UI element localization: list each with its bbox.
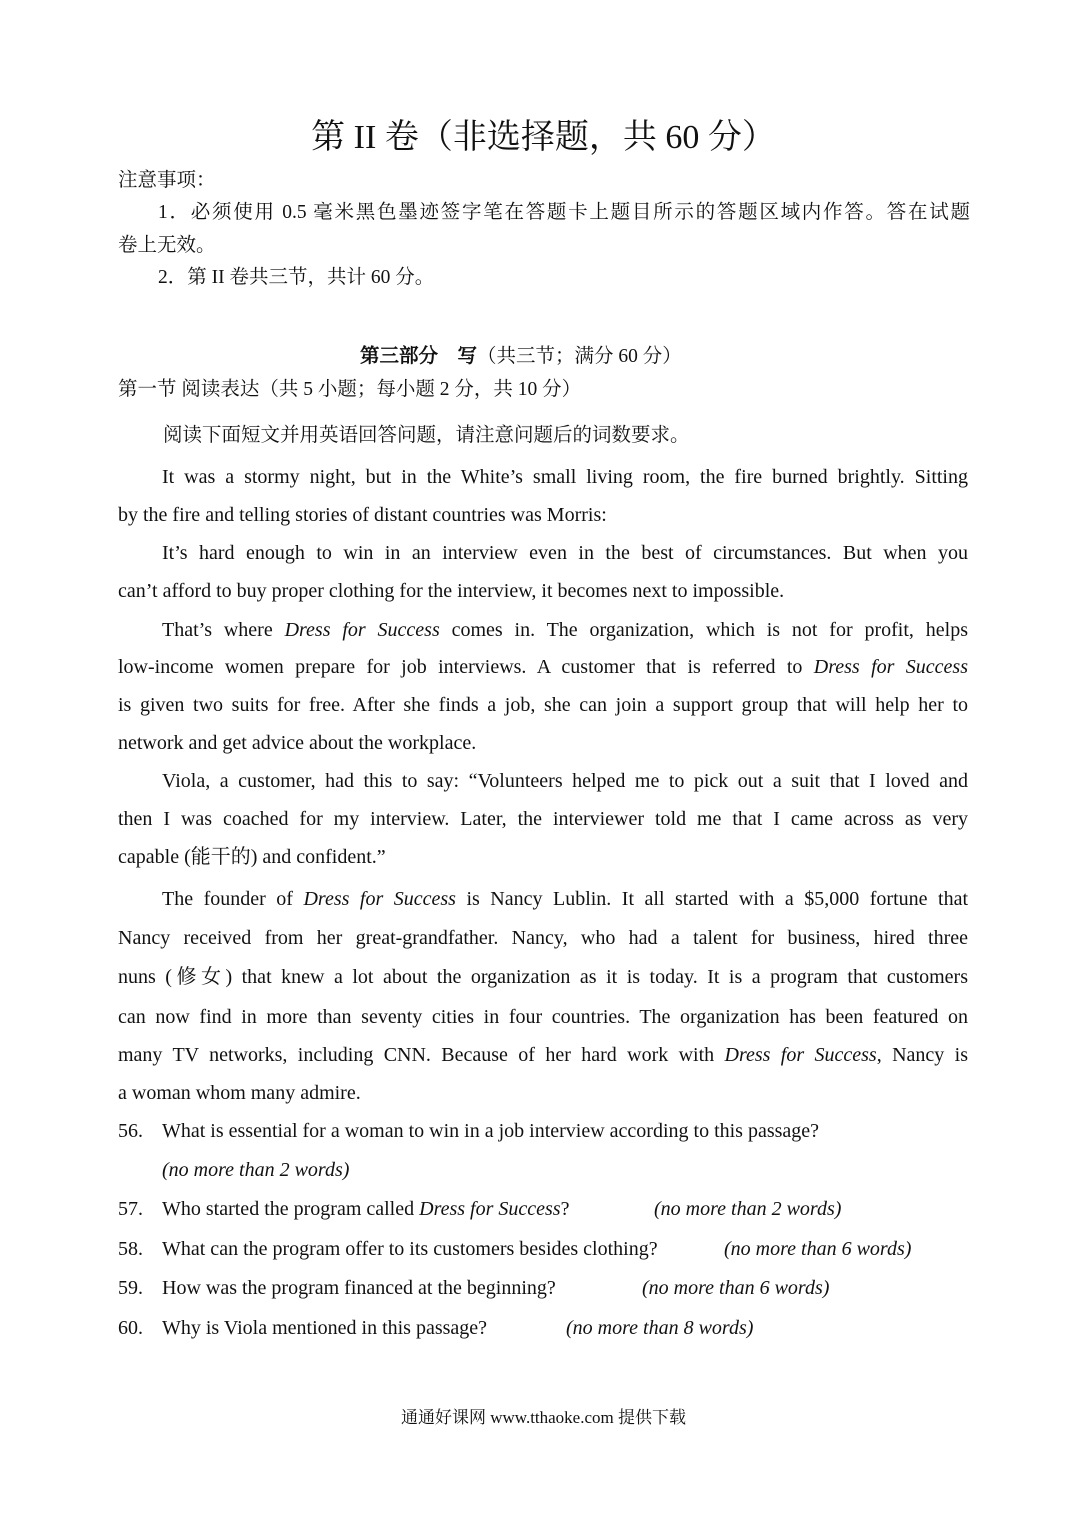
notice-item-1-line-1: 1．必须使用 0.5 毫米黑色墨迹签字笔在答题卡上题目所示的答题区域内作答。答在试题 [158,202,970,223]
passage-line: Nancy received from her great-grandfather. Nancy, who had a talent for business, hired three [118,927,968,949]
italic-title: Dress for Success [724,1044,877,1066]
question-56 [118,1119,819,1143]
question-text: Why is Viola mentioned in this passage? [162,1317,488,1339]
question-56-limit: (no more than 2 words) [162,1159,350,1181]
question-number: 56. [118,1120,143,1142]
question-number: 57. [118,1198,143,1220]
instruction: 阅读下面短文并用英语回答问题，请注意问题后的词数要求。 [163,425,690,446]
question-58-limit: (no more than 6 words) [724,1238,912,1260]
section-one-heading: 第一节 阅读表达（共 5 小题；每小题 2 分，共 10 分） [118,379,582,400]
passage-line: by the fire and telling stories of distant countries was Morris: [118,504,607,526]
italic-title: Dress for Success [813,656,969,678]
passage-line: can’t afford to buy proper clothing for the interview, it becomes next to impossible. [118,580,785,602]
question-text: How was the program financed at the beginning? [162,1277,556,1299]
italic-title: Dress for Success [284,619,440,641]
passage-line: It was a stormy night, but in the White’s small living room, the fire burned brightly. Sitting [162,466,968,488]
question-60 [118,1316,487,1340]
footer-text: 通通好课网 www.tthaoke.com 提供下载 [400,1408,687,1427]
passage-line: can now find in more than seventy cities in four countries. The organization has been featured on [118,1006,968,1028]
question-59-limit: (no more than 6 words) [642,1277,830,1299]
italic-title: Dress for Success [303,888,456,910]
passage-line: capable (能干的) and confident.” [118,846,386,868]
question-number: 60. [118,1317,143,1339]
question-59 [118,1276,556,1300]
passage-line: then I was coached for my interview. Later, the interviewer told me that I came across as very [118,808,968,830]
question-57: 57. Who started the program called Dress for Success? [118,1198,570,1220]
question-58 [118,1237,658,1261]
notice-item-1-line-2: 卷上无效。 [118,235,216,256]
passage-line: a woman whom many admire. [118,1082,361,1104]
page-title: 第 II 卷（非选择题，共 60 分） [311,119,776,156]
passage-line: low-income women prepare for job interviews. A customer that is referred to Dress for Success [118,656,969,678]
question-number: 58. [118,1238,143,1260]
question-57-limit: (no more than 2 words) [654,1198,842,1220]
italic-title: Dress for Success [419,1198,561,1220]
passage-line: is given two suits for free. After she finds a job, she can join a support group that will help her to [118,694,968,716]
passage-line: The founder of Dress for Success is Nancy Lublin. It all started with a $5,000 fortune that [162,888,969,910]
part-three-heading [360,345,682,369]
passage-line: nuns (修女) that knew a lot about the organization as it is today. It is a program that customers [118,966,968,988]
question-number: 59. [118,1277,143,1299]
notice-heading: 注意事项： [118,170,216,191]
passage-line: network and get advice about the workplace. [118,732,477,754]
passage-line: It’s hard enough to win in an interview even in the best of circumstances. But when you [162,542,968,564]
question-text: What can the program offer to its customers besides clothing? [162,1238,658,1260]
notice-item-2: 2．第 II 卷共三节，共计 60 分。 [158,267,435,288]
part-three-title: 第三部分 写 [360,346,478,367]
question-text: What is essential for a woman to win in a job interview according to this passage? [162,1120,820,1142]
passage-line: Viola, a customer, had this to say: “Volunteers helped me to pick out a suit that I loved and [162,770,968,792]
part-three-score: （共三节；满分 60 分） [477,346,682,367]
passage-line: That’s where Dress for Success comes in. The organization, which is not for profit, helps [162,619,968,641]
passage-line: many TV networks, including CNN. Because of her hard work with Dress for Success, Nancy is [118,1044,968,1066]
question-60-limit: (no more than 8 words) [566,1317,754,1339]
